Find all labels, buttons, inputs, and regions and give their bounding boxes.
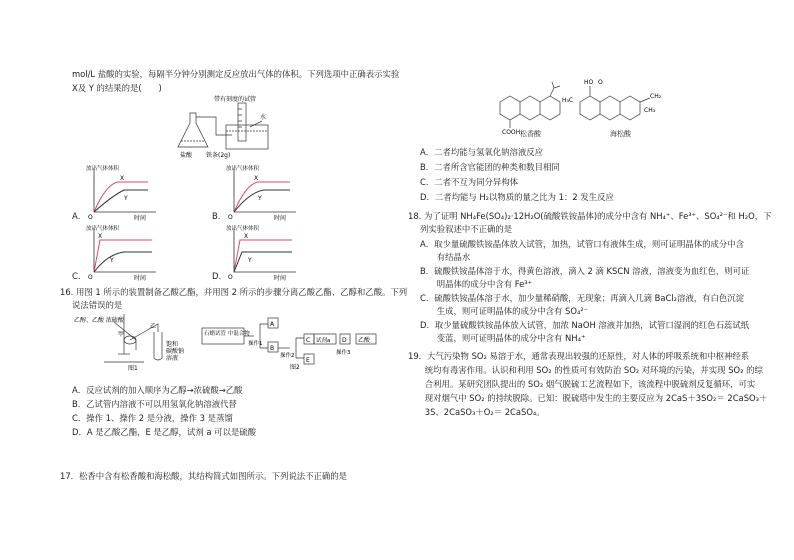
pimaric-ch3-label: CH₃ [644, 107, 656, 114]
graph-c-series-x: X [98, 233, 103, 240]
fig1-label-a: 甲 [118, 331, 125, 338]
graph-a-origin: O [88, 214, 93, 221]
q16-option-a: A．反应试剂的加入顺序为乙醇→浓硫酸→乙酸 [72, 385, 243, 395]
graph-b-option: B. [212, 211, 221, 221]
fig2-box-a: A [270, 321, 275, 328]
graph-d-series-x: X [244, 233, 249, 240]
q16-option-d: D．A 是乙酸乙酯，E 是乙醇，试剂 a 可以是硫酸 [72, 427, 256, 437]
graph-b-series-y: Y [258, 195, 262, 202]
svg-text:放出气体体积: 放出气体体积 [226, 166, 260, 172]
pimaric-h3c-label: H₃C [562, 97, 574, 104]
graph-a-series-y: Y [124, 195, 128, 202]
label-iron-strip: 铁条(2g) [206, 152, 231, 159]
graph-b-xlabel: 时间 [274, 215, 287, 222]
q17-option-c: C．二者不互为同分异构体 [420, 177, 518, 187]
graph-b-series-x: X [254, 175, 259, 182]
q18-option-d-line1: D．取少量硫酸铁铵晶体放入试管，加浓 NaOH 溶液并加热，试管口湿润的红色石蕊试纸 [420, 320, 750, 330]
q17-option-a: A．二者均能与氢氧化钠溶液反应 [420, 147, 543, 157]
graph-d-series-y: Y [248, 257, 252, 264]
pimaric-ch2-label: CH₂ [650, 93, 662, 100]
graph-a-ylabel: 放出气体体积 [86, 166, 120, 172]
q18-option-b-line1: B．硫酸铁铵晶体溶于水，得黄色溶液，滴入 2 滴 KSCN 溶液，溶液变为血红色，则可证 [420, 266, 750, 276]
q19-line3: 合利用。某研究团队提出的 SO₂ 烟气脱硫工艺流程如下，该流程中脱硫剂反复循环，可实 [408, 379, 756, 389]
label-hydrochloric-acid: 盐酸 [180, 152, 193, 159]
fig1-label-sodium-carbonate: 碳酸钠 [166, 348, 185, 355]
fig2-end-acetic-acid: 乙酸 [358, 337, 371, 344]
abietic-cooh-label: COOH [502, 129, 521, 136]
graph-d [224, 222, 304, 282]
pimaric-ho-label: HO [584, 79, 594, 86]
q15-stem-line2: X及 Y 的结果的是( ) [72, 83, 162, 93]
graph-b [224, 162, 304, 222]
q17-option-d: D．二者均能与 H₂以物质的量之比为 1：2 发生反应 [420, 192, 614, 202]
pimaric-acid-name: 海松酸 [610, 130, 631, 138]
graph-a-xlabel: 时间 [134, 215, 147, 222]
fig1-label-b: 乙 [150, 323, 157, 330]
fig2-op3: 操作3 [336, 350, 351, 356]
graph-c [84, 222, 164, 282]
fig1-reagents-label: 乙醇、乙酸 浓硫酸 [74, 317, 124, 324]
fig2-caption: 图2 [290, 364, 300, 370]
label-graduated-tube: 带有刻度的试管 [214, 96, 257, 103]
fig2-op2: 操作2 [280, 353, 295, 359]
q19-line4: 现对烟气中 SO₂ 的持续脱除。已知：脱硫塔中发生的主要反应为 2CaS＋3SO₂＝ 2CaSO₃＋ [408, 393, 768, 403]
q16-stem-line2: 说法错误的是 [72, 300, 123, 310]
q18-stem-line1: 18. 为了证明 NH₄Fe(SO₄)₂·12H₂O(硫酸铁铵晶体)的成分中含有 NH₄⁺、Fe³⁺、SO₄²⁻和 H₂O，下 [408, 211, 772, 221]
figure-2-separation-flow [200, 314, 380, 370]
q18-option-a-line2: 有结晶水 [420, 252, 471, 262]
graph-a [84, 162, 164, 222]
fig1-caption: 图1 [128, 365, 138, 372]
fig2-reagent-a: 试剂a [316, 338, 331, 344]
graph-c-option: C. [72, 271, 81, 281]
fig2-box-c: C [306, 337, 311, 344]
q16-option-b: B．乙试管内溶液不可以用氢氧化钠溶液代替 [72, 399, 237, 409]
label-water: 水 [260, 114, 267, 121]
q19-line5: 3S、2CaSO₃＋O₂＝ 2CaSO₄。 [408, 407, 545, 417]
figure-1-ester-apparatus [74, 310, 194, 372]
q18-option-d-line2: 变蓝，则可证明晶体的成分中含有 NH₄⁺ [420, 333, 586, 343]
q16-stem-line1: 16. 用图 1 所示的装置制备乙酸乙酯，并用图 2 所示的步骤分离乙酸乙酯、乙醇和乙酸。下列 [60, 287, 408, 297]
svg-text:放出气体体积: 放出气体体积 [226, 226, 260, 232]
fig2-box-b: B [270, 345, 275, 352]
graph-c-xlabel: 时间 [134, 275, 147, 282]
q15-stem-line1: mol/L 盐酸的实验，每隔半分钟分别测定反应放出气体的体积。下列选项中正确表示实验 [72, 69, 400, 79]
q19-line1: 19．大气污染物 SO₂ 易溶于水，通常表现出较强的还原性，对人体的呼吸系统和中枢神经系 [408, 351, 750, 361]
fig2-op1: 操作1 [248, 341, 263, 347]
q18-option-c-line2: 生成，则可证明晶体的成分中含有 SO₄²⁻ [420, 306, 589, 316]
fig2-box-e: E [306, 357, 310, 364]
q17-stem: 17．松香中含有松香酸和海松酸，其结构简式如图所示。下列说法不正确的是 [60, 471, 348, 481]
graph-d-xlabel: 时间 [274, 275, 287, 282]
svg-text:放出气体体积: 放出气体体积 [86, 226, 120, 232]
abietic-acid-name: 松香酸 [520, 130, 541, 138]
graph-c-origin: O [88, 274, 93, 281]
fig1-label-saturated: 饱和 [166, 341, 179, 348]
graph-d-option: D. [212, 271, 222, 281]
q18-option-b-line2: 明晶体的成分中含有 Fe³⁺ [420, 279, 533, 289]
q18-stem-line2: 列实验叙述中不正确的是 [420, 224, 513, 234]
gas-collection-apparatus [170, 95, 280, 159]
fig2-start-mixture: 石蜡试管 中混合物 [204, 331, 250, 337]
fig1-label-solution: 溶液 [166, 355, 179, 362]
q16-option-c: C．操作 1、操作 2 是分液，操作 3 是蒸馏 [72, 413, 233, 423]
graph-d-origin: O [228, 274, 233, 281]
pimaric-o-label: O [598, 79, 603, 86]
q19-line2: 统均有毒害作用。认识和利用 SO₂ 的性质可有效防治 SO₂ 对环境的污染，并实现 SO₂ 的综 [408, 365, 763, 375]
q18-option-a-line1: A．取少量硫酸铁铵晶体放入试管，加热，试管口有液体生成，则可证明晶体的成分中含 [420, 239, 744, 249]
graph-c-series-y: Y [110, 257, 114, 264]
q17-option-b: B．二者所含官能团的种类和数目相同 [420, 162, 560, 172]
q18-option-c-line1: C．硫酸铁铵晶体溶于水，加少量稀硝酸，无现象；再滴入几滴 BaCl₂溶液，有白色沉淀 [420, 293, 745, 303]
graph-b-origin: O [228, 214, 233, 221]
graph-a-series-x: X [120, 175, 125, 182]
graph-a-option: A. [72, 211, 81, 221]
fig2-box-d: D [342, 337, 347, 344]
